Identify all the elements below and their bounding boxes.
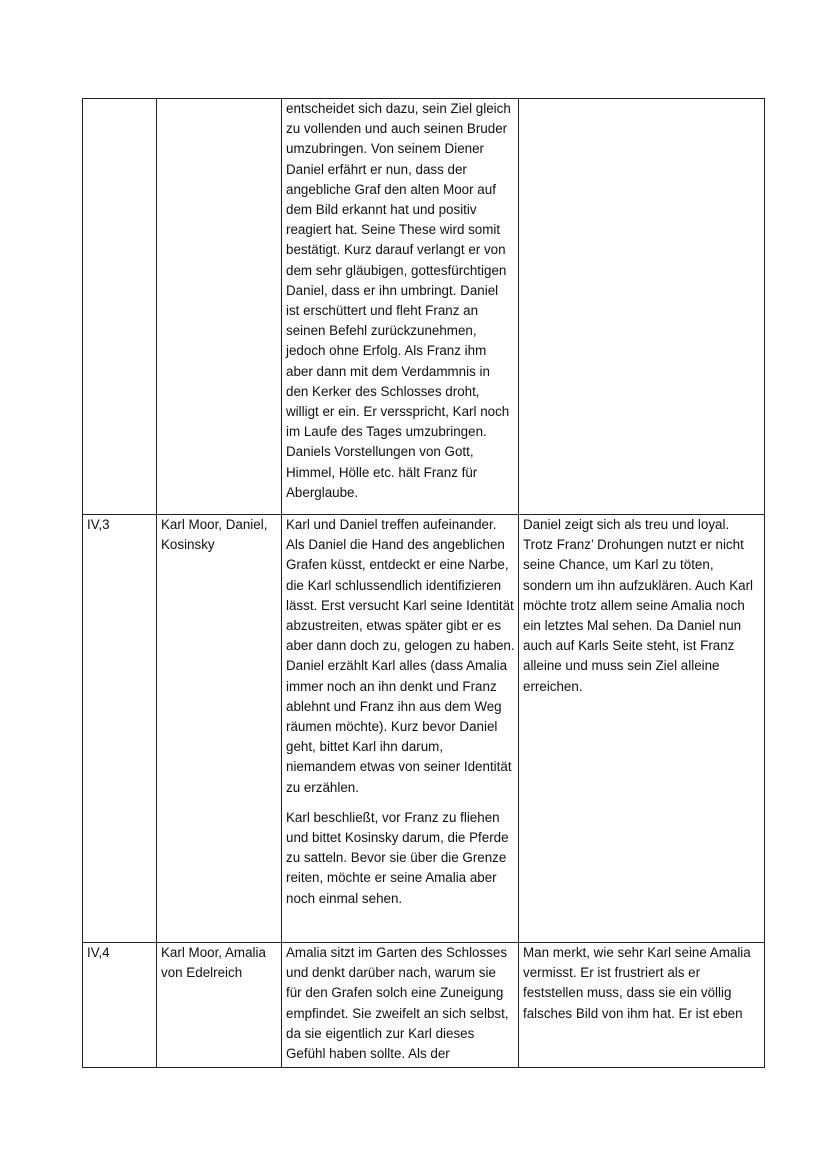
table-row [83, 99, 765, 515]
content-paragraph: Karl und Daniel treffen aufeinander. Als Daniel die Hand des angeblichen Grafen küsst, entdeckt er eine Narbe, die Karl schlussendlich identifizieren lässt. Erst versucht Karl seine Identität abzustreiten, etwas später gibt er es aber dann doch zu, gelogen zu haben. Daniel erzählt Karl alles (dass Amalia immer noch an ihn denkt und Franz ablehnt und Franz ihn aus dem Weg räumen möchte). Kurz bevor Daniel geht, bittet Karl ihn darum, niemandem etwas von seiner Identität zu erzählen. [286, 517, 515, 795]
persons-cell [157, 99, 282, 515]
content-paragraph: Karl beschließt, vor Franz zu fliehen und bittet Kosinsky darum, die Pferde zu satteln. Bevor sie über die Grenze reiten, möchte er seine Amalia aber noch einmal sehen. [286, 809, 509, 906]
persons-cell: Karl Moor, Daniel, Kosinsky [157, 515, 282, 943]
analysis-cell: Daniel zeigt sich als treu und loyal. Trotz Franz’ Drohungen nutzt er nicht seine Chance, um Karl zu töten, sondern um ihn aufzuklären. Auch Karl möchte trotz allem seine Amalia noch ein letztes Mal sehen. Da Daniel nun auch auf Karls Seite steht, ist Franz alleine und muss sein Ziel alleine erreichen. [519, 515, 765, 943]
content-paragraph: Amalia sitzt im Garten des Schlosses und denkt darüber nach, warum sie für den Grafen solch eine Zuneigung empfindet. Sie zweifelt an sich selbst, da sie eigentlich zur Karl dieses Gefühl haben sollte. Als der [286, 945, 509, 1062]
act-scene-cell [83, 99, 157, 515]
analysis-cell [519, 99, 765, 515]
content-cell [282, 99, 519, 515]
analysis-cell: Man merkt, wie sehr Karl seine Amalia vermisst. Er ist frustriert als er feststellen muss, dass sie ein völlig falsches Bild von ihm hat. Er ist eben [519, 943, 765, 1068]
persons-cell: Karl Moor, Amalia von Edelreich [157, 943, 282, 1068]
content-cell [282, 943, 519, 1068]
table-row [83, 515, 765, 943]
table-row [83, 943, 765, 1068]
content-paragraph: entscheidet sich dazu, sein Ziel gleich zu vollenden und auch seinen Bruder umzubringen. Von seinem Diener Daniel erfährt er nun, dass der angebliche Graf den alten Moor auf dem Bild erkannt hat und positiv reagiert hat. Seine These wird somit bestätigt. Kurz darauf verlangt er von dem sehr gläubigen, gottesfürchtigen Daniel, dass er ihn umbringt. Daniel ist erschüttert und fleht Franz an seinen Befehl zurückzunehmen, jedoch ohne Erfolg. Als Franz ihm aber dann mit dem Verdammnis in den Kerker des Schlosses droht, willigt er ein. Er versspricht, Karl noch im Laufe des Tages umzubringen. Daniels Vorstellungen von Gott, Himmel, Hölle etc. hält Franz für Aberglaube. [286, 101, 511, 500]
act-scene-cell: IV,4 [83, 943, 157, 1068]
scene-analysis-table [82, 98, 765, 1068]
content-cell [282, 515, 519, 943]
act-scene-cell: IV,3 [83, 515, 157, 943]
